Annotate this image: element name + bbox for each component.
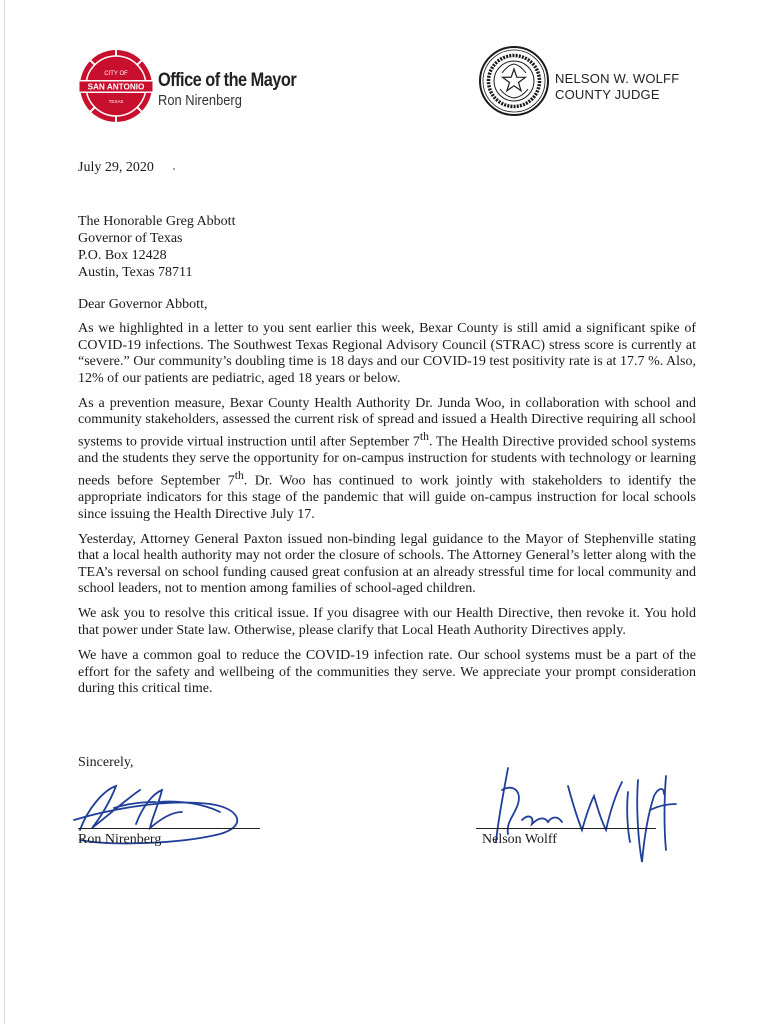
city-seal-bottom-text: TEXAS bbox=[108, 99, 124, 104]
recipient-line: Governor of Texas bbox=[78, 231, 183, 246]
closing: Sincerely, bbox=[78, 755, 134, 770]
paragraph-2-part-b: . The Health Directive provided school systems and the students they serve the opportunity for on-campus instruction for students with technology or learning needs before September 7 bbox=[78, 434, 696, 489]
city-seal-banner-text: SAN ANTONIO bbox=[87, 82, 145, 92]
ordinal-suffix: th bbox=[234, 468, 244, 482]
san-antonio-seal-logo bbox=[78, 48, 154, 124]
signer-name-wolff: Nelson Wolff bbox=[482, 832, 557, 847]
paragraph-5: We have a common goal to reduce the COVID-19 infection rate. Our school systems must be a part of the effort for the safety and wellbeing of the communities they serve. We appreciate your prompt consideration during this critical time. bbox=[78, 647, 696, 697]
bexar-county-seal bbox=[478, 45, 550, 117]
ordinal-suffix: th bbox=[419, 429, 429, 443]
mayor-name: Ron Nirenberg bbox=[158, 92, 242, 109]
county-judge-name: NELSON W. WOLFF bbox=[555, 71, 680, 86]
page-edge bbox=[4, 0, 5, 1024]
city-seal-top-text: CITY OF bbox=[104, 71, 128, 77]
paragraph-3: Yesterday, Attorney General Paxton issued non-binding legal guidance to the Mayor of Stephenville stating that a local health authority may not order the closure of schools. The Attorney General’s letter along with the TEA’s reversal on school funding caused great confusion at an already stressful time for local community and school leaders, not to mention among families of school-aged children. bbox=[78, 531, 696, 597]
paragraph-2-part-c: . Dr. Woo has continued to work jointly with stakeholders to identify the appropriate indicators for this stage of the pandemic that will guide on-campus instruction for local schools since issuing the Health Directive July 17. bbox=[78, 473, 696, 522]
recipient-address bbox=[78, 213, 235, 281]
paragraph-1: As we highlighted in a letter to you sent earlier this week, Bexar County is still amid a significant spike of COVID-19 infections. The Southwest Texas Regional Advisory Council (STRAC) stress score is currently at “severe.” Our community’s doubling time is 18 days and our COVID-19 test positivity rate is at 17.7 %. Also, 12% of our patients are pediatric, aged 18 years or below. bbox=[78, 321, 696, 386]
mayor-office-title: Office of the Mayor bbox=[158, 70, 297, 91]
recipient-line: The Honorable Greg Abbott bbox=[78, 214, 236, 229]
signature-line bbox=[78, 828, 260, 829]
scan-speck bbox=[173, 168, 175, 170]
paragraph-2-part-a: As a prevention measure, Bexar County Health Authority Dr. Junda Woo, in collaboration with school and community stakeholders, assessed the current risk of spread and issued a Health Directive requiring all school systems to provide virtual instruction until after September 7 bbox=[78, 395, 696, 450]
letter-body bbox=[78, 321, 696, 706]
letter-date: July 29, 2020 bbox=[78, 160, 154, 175]
signature-line bbox=[476, 828, 656, 829]
mayor-office-block bbox=[158, 70, 319, 110]
signer-name-nirenberg: Ron Nirenberg bbox=[78, 832, 162, 847]
paragraph-2 bbox=[78, 396, 696, 523]
letterhead bbox=[0, 0, 768, 140]
recipient-line: P.O. Box 12428 bbox=[78, 248, 167, 263]
wolff-signature bbox=[478, 760, 688, 870]
county-judge-title: COUNTY JUDGE bbox=[555, 87, 660, 102]
county-judge-block bbox=[555, 71, 679, 103]
paragraph-4: We ask you to resolve this critical issue. If you disagree with our Health Directive, then revoke it. You hold that power under State law. Otherwise, please clarify that Local Heath Authority Directives apply. bbox=[78, 606, 696, 638]
recipient-line: Austin, Texas 78711 bbox=[78, 265, 193, 280]
salutation: Dear Governor Abbott, bbox=[78, 297, 208, 312]
